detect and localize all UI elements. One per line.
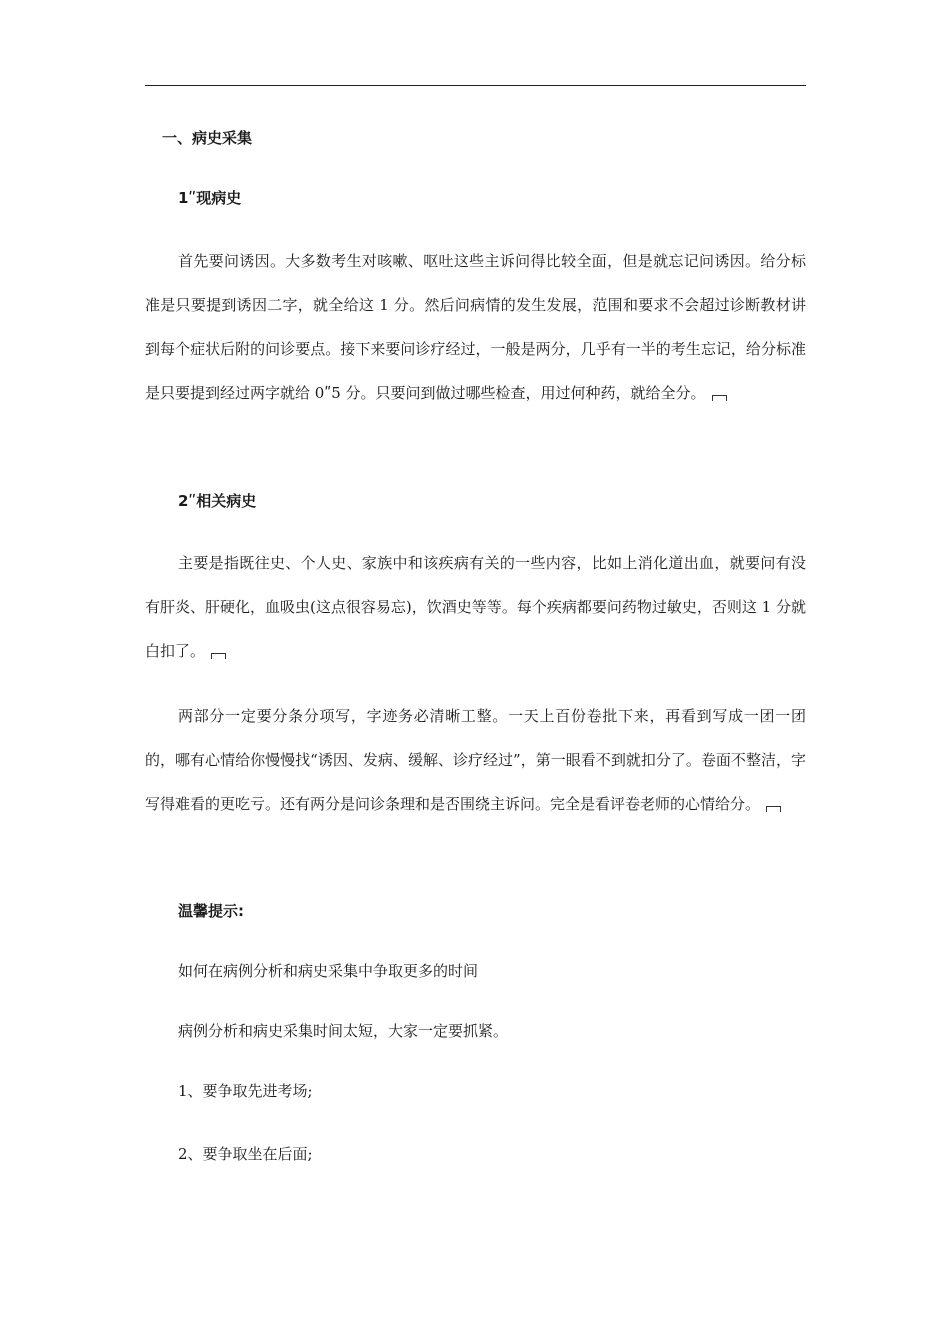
subsection-2-title: 2ʺ相关病史 [178, 492, 257, 510]
section-title: 一、病史采集 [162, 129, 253, 147]
top-horizontal-rule [145, 85, 806, 86]
present-illness-paragraph [145, 239, 806, 415]
paragraph-end-mark-icon [712, 395, 727, 401]
related-history-paragraph [145, 541, 806, 673]
paragraph-end-mark-icon [211, 653, 226, 659]
tips-line-3: 1、要争取先进考场; [178, 1082, 313, 1100]
tips-line-2: 病例分析和病史采集时间太短，大家一定要抓紧。 [178, 1022, 509, 1040]
writing-advice-paragraph [145, 694, 806, 826]
paragraph-end-mark-icon [766, 806, 781, 812]
writing-advice-text: 两部分一定要分条分项写，字迹务必清晰工整。一天上百份卷批下来，再看到写成一团一团的，哪有心情给你慢慢找“诱因、发病、缓解、诊疗经过”，第一眼看不到就扣分了。卷面不整洁，字写得难看的更吃亏。还有两分是问诊条理和是否围绕主诉问。完全是看评卷老师的心情给分。 [145, 707, 806, 813]
present-illness-text: 首先要问诱因。大多数考生对咳嗽、呕吐这些主诉问得比较全面，但是就忘记问诱因。给分标准是只要提到诱因二字，就全给这 1 分。然后问病情的发生发展，范围和要求不会超过诊断教材讲到每个症状后附的问诊要点。接下来要问诊疗经过，一般是两分，几乎有一半的考生忘记，给分标准是只要提到经过两字就给 0ʺ5 分。只要问到做过哪些检查，用过何种药，就给全分。 [145, 252, 806, 402]
tips-line-1: 如何在病例分析和病史采集中争取更多的时间 [178, 962, 479, 980]
subsection-1-title: 1ʺ现病史 [178, 189, 242, 207]
tips-title: 温馨提示: [178, 902, 244, 920]
tips-line-4: 2、要争取坐在后面; [178, 1145, 313, 1163]
related-history-text: 主要是指既往史、个人史、家族中和该疾病有关的一些内容，比如上消化道出血，就要问有没有肝炎、肝硬化，血吸虫(这点很容易忘)，饮酒史等等。每个疾病都要问药物过敏史，否则这 1 分就白扣了。 [145, 554, 806, 660]
